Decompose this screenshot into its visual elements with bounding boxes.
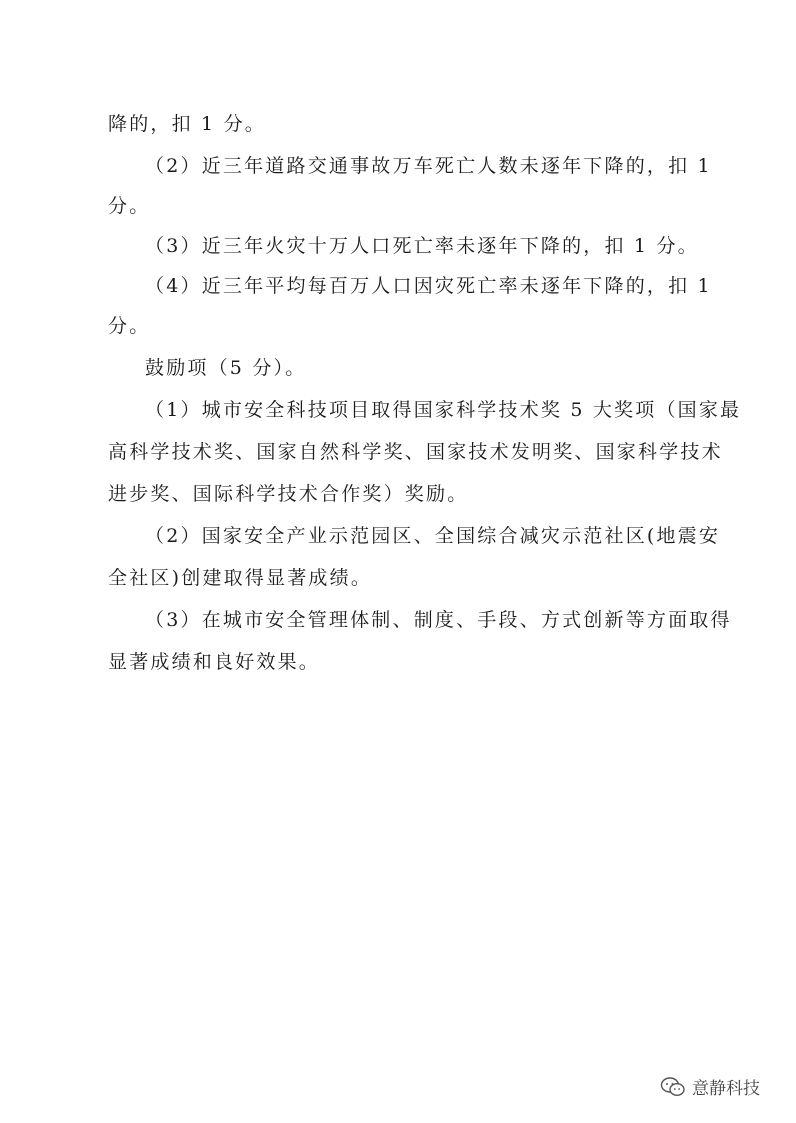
text-line-4: （3）近三年火灾十万人口死亡率未逐年下降的，扣 1 分。 xyxy=(145,235,699,257)
text-line-3: 分。 xyxy=(108,195,151,217)
text-line-13: （3）在城市安全管理体制、制度、手段、方式创新等方面取得 xyxy=(145,609,732,631)
text-line-2: （2）近三年道路交通事故万车死亡人数未逐年下降的，扣 1 xyxy=(145,155,712,177)
text-line-14: 显著成绩和良好效果。 xyxy=(108,651,321,673)
text-line-5: （4）近三年平均每百万人口因灾死亡率未逐年下降的，扣 1 xyxy=(145,275,712,297)
text-line-9: 高科学技术奖、国家自然科学奖、国家技术发明奖、国家科学技术 xyxy=(108,441,723,463)
text-line-12: 全社区)创建取得显著成绩。 xyxy=(108,567,373,589)
watermark xyxy=(660,1074,760,1099)
text-line-6: 分。 xyxy=(108,315,151,337)
section-heading: 鼓励项（5 分）。 xyxy=(145,357,307,379)
watermark-text: 意静科技 xyxy=(692,1079,760,1099)
text-line-1: 降的，扣 1 分。 xyxy=(108,113,266,135)
text-line-11: （2）国家安全产业示范园区、全国综合减灾示范社区(地震安 xyxy=(145,525,721,547)
wechat-icon xyxy=(660,1076,686,1098)
text-line-10: 进步奖、国际科学技术合作奖）奖励。 xyxy=(108,483,469,505)
text-line-8: （1）城市安全科技项目取得国家科学技术奖 5 大奖项（国家最 xyxy=(145,399,742,421)
